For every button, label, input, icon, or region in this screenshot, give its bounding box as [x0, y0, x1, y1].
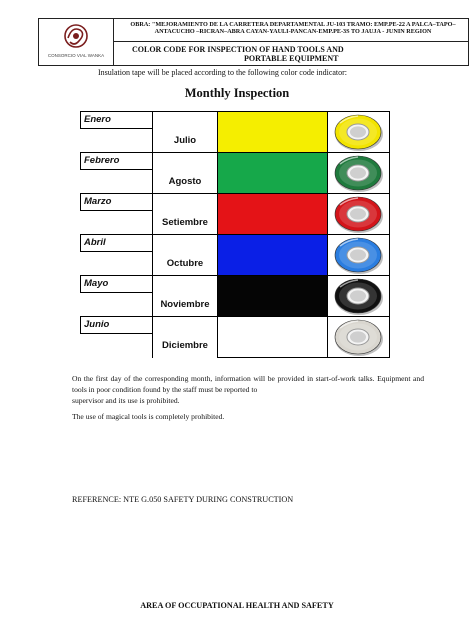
- document-title: [114, 42, 474, 69]
- logo-emblem-icon: [38, 18, 114, 66]
- tape-image: [327, 316, 390, 358]
- second-month-label: Noviembre: [160, 299, 210, 310]
- prohibition-text: The use of magical tools is completely prohibited.: [72, 412, 225, 421]
- intro-text: Insulation tape will be placed according to the following color code indicator:: [98, 68, 348, 77]
- tape-image: [327, 111, 390, 153]
- color-swatch: [218, 275, 327, 317]
- table-row: [80, 275, 390, 317]
- table-row: [80, 234, 390, 276]
- color-swatch: [218, 316, 327, 358]
- first-month-label: Abril: [84, 237, 106, 248]
- month-cell: [80, 152, 217, 194]
- first-month-label: Mayo: [84, 278, 109, 289]
- document-title-line2: PORTABLE EQUIPMENT: [244, 54, 339, 63]
- month-cell: [80, 275, 217, 317]
- color-swatch: [218, 234, 327, 276]
- tape-image: [327, 152, 390, 194]
- month-cell: [80, 193, 217, 235]
- instructions-text-end: supervisor and its use is prohibited.: [72, 396, 180, 405]
- month-cell: [80, 234, 217, 276]
- second-month-label: Octubre: [166, 258, 204, 269]
- company-logo: [38, 18, 114, 66]
- second-month-label: Diciembre: [162, 340, 208, 351]
- tape-roll-icon: [328, 111, 390, 153]
- month-cell: [80, 111, 217, 153]
- logo-caption: CONSORCIO VIAL WANKA: [47, 53, 105, 58]
- first-month-label: Febrero: [84, 155, 120, 166]
- tape-image: [327, 275, 390, 317]
- second-month-label: Julio: [173, 135, 197, 146]
- second-month-label: Agosto: [168, 176, 202, 187]
- first-month-label: Enero: [84, 114, 111, 125]
- tape-roll-icon: [328, 316, 390, 358]
- project-title: OBRA: "MEJORAMIENTO DE LA CARRETERA DEPARTAMENTAL JU-103 TRAMO: EMP.PE-22 A PALCA–TAPO–ANTACUCHO –RICRAN–ABRA CAYAN-YAULI-PANCAN-EMP.PE-3S TO JAUJA - JUNIN REGION: [114, 18, 469, 42]
- footer-text: AREA OF OCCUPATIONAL HEALTH AND SAFETY: [140, 601, 334, 610]
- tape-roll-icon: [328, 234, 390, 276]
- section-title: Monthly Inspection: [184, 86, 290, 100]
- tape-image: [327, 193, 390, 235]
- color-swatch: [218, 111, 327, 153]
- table-row: [80, 193, 390, 235]
- tape-roll-icon: [328, 275, 390, 317]
- document-title-line1: COLOR CODE FOR INSPECTION OF HAND TOOLS AND: [132, 45, 344, 54]
- instructions-text: On the first day of the corresponding month, information will be provided in start-of-work talks. Equipment and tools in poor condition found by the staff must be reported to: [72, 374, 424, 394]
- first-month-label: Junio: [84, 319, 110, 330]
- color-swatch: [218, 193, 327, 235]
- first-month-label: Marzo: [84, 196, 112, 207]
- color-swatch: [218, 152, 327, 194]
- tape-image: [327, 234, 390, 276]
- tape-roll-icon: [328, 193, 390, 235]
- tape-roll-icon: [328, 152, 390, 194]
- reference-text: REFERENCE: NTE G.050 SAFETY DURING CONSTRUCTION: [72, 495, 294, 504]
- table-row: [80, 316, 390, 358]
- table-row: [80, 152, 390, 194]
- table-row: [80, 111, 390, 153]
- second-month-label: Setiembre: [162, 217, 208, 228]
- month-cell: [80, 316, 217, 358]
- instructions-paragraph: [72, 373, 424, 406]
